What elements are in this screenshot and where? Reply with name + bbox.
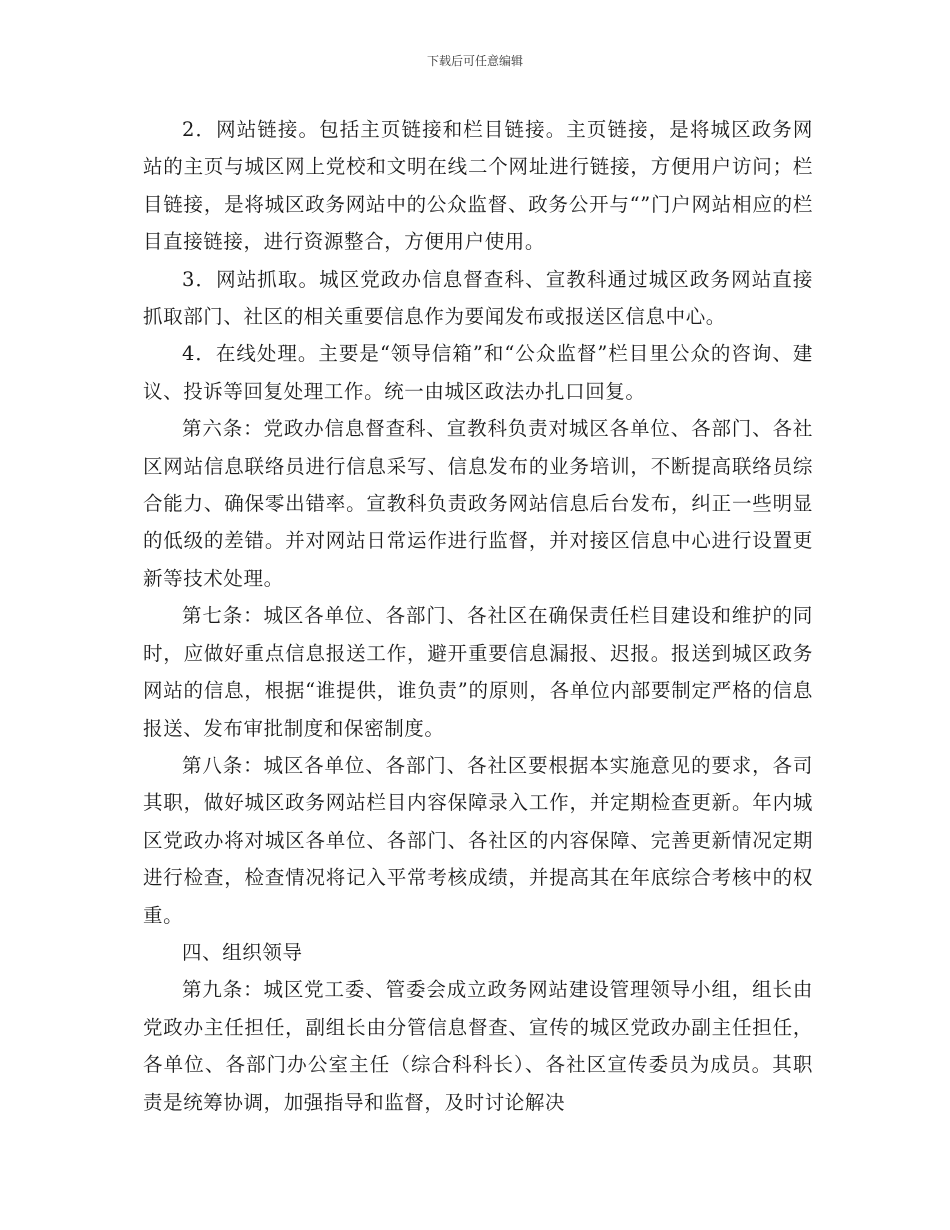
- paragraph-website-linking: 2．网站链接。包括主页链接和栏目链接。主页链接，是将城区政务网站的主页与城区网上党校和文明在线二个网址进行链接，方便用户访问；栏目链接，是将城区政务网站中的公众监督、政务公开与“”门户网站相应的栏目直接链接，进行资源整合，方便用户使用。: [143, 118, 813, 254]
- paragraph-article-7: 第七条：城区各单位、各部门、各社区在确保责任栏目建设和维护的同时，应做好重点信息报送工作，避开重要信息漏报、迟报。报送到城区政务网站的信息，根据“谁提供，谁负责”的原则，各单位内部要制定严格的信息报送、发布审批制度和保密制度。: [143, 604, 813, 740]
- page-header: 下载后可任意编辑: [426, 54, 523, 68]
- paragraph-website-scraping: 3．网站抓取。城区党政办信息督查科、宣教科通过城区政务网站直接抓取部门、社区的相关重要信息作为要闻发布或报送区信息中心。: [143, 267, 813, 329]
- section-heading-organization: 四、组织领导: [182, 940, 303, 964]
- paragraph-online-processing: 4．在线处理。主要是“领导信箱”和“公众监督”栏目里公众的咨询、建议、投诉等回复处理工作。统一由城区政法办扎口回复。: [143, 342, 813, 403]
- paragraph-article-9: 第九条：城区党工委、管委会成立政务网站建设管理领导小组，组长由党政办主任担任，副组长由分管信息督查、宣传的城区党政办副主任担任，各单位、各部门办公室主任（综合科科长）、各社区宣传委员为成员。其职责是统筹协调，加强指导和监督，及时讨论解决: [143, 978, 813, 1114]
- paragraph-article-6: 第六条：党政办信息督查科、宣教科负责对城区各单位、各部门、各社区网站信息联络员进行信息采写、信息发布的业务培训，不断提高联络员综合能力、确保零出错率。宣教科负责政务网站信息后台发布，纠正一些明显的低级的差错。并对网站日常运作进行监督，并对接区信息中心进行设置更新等技术处理。: [143, 417, 813, 590]
- document-body: [143, 111, 813, 1121]
- paragraph-article-8: 第八条：城区各单位、各部门、各社区要根据本实施意见的要求，各司其职，做好城区政务网站栏目内容保障录入工作，并定期检查更新。年内城区党政办将对城区各单位、各部门、各社区的内容保障、完善更新情况定期进行检查，检查情况将记入平常考核成绩，并提高其在年底综合考核中的权重。: [143, 753, 813, 927]
